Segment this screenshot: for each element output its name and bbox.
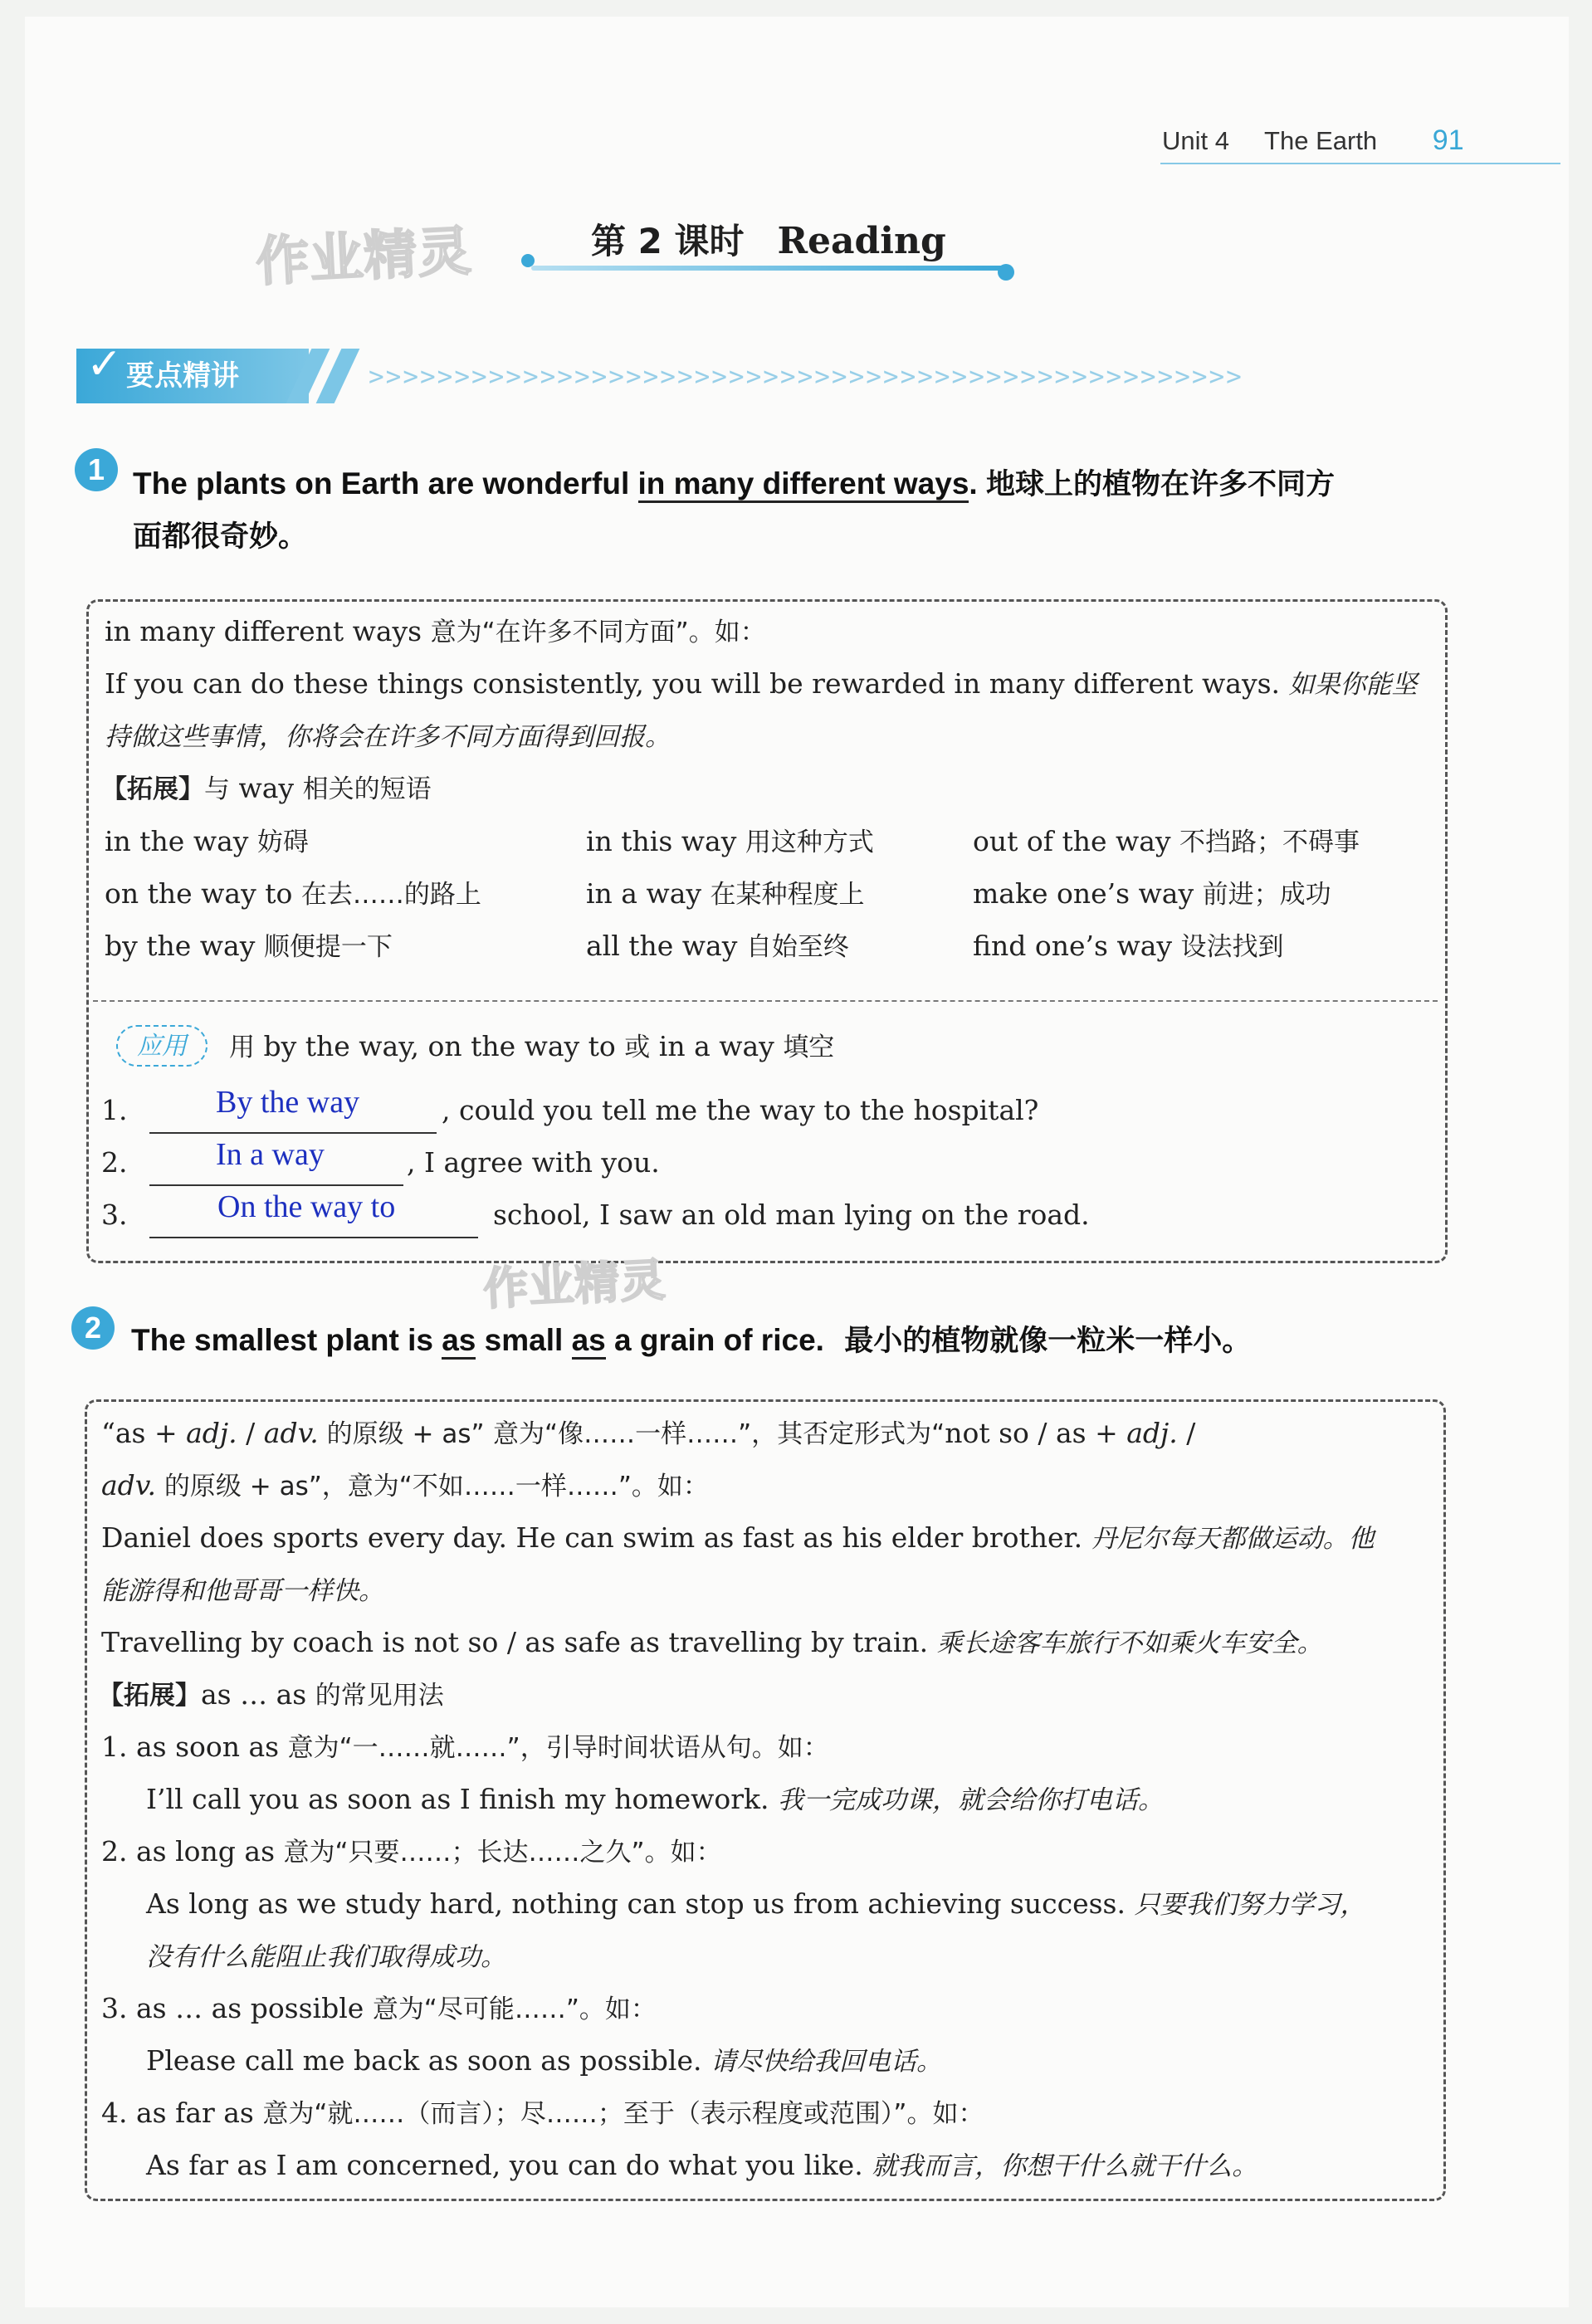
phrase-item [586,868,865,920]
apply-badge: 应用 [116,1025,208,1067]
phrase-en: in a way [586,877,702,910]
phrase-zh: 妨碍 [256,828,309,857]
point-number-badge: 1 [75,448,118,491]
page-number: 91 [1432,124,1464,156]
item-phrase: as long as [136,1835,275,1868]
item-phrase: as far as [136,2097,254,2129]
instruction-text: 用 [229,1033,255,1062]
exercise-text: , could you tell me the way to the hospital? [442,1094,1039,1126]
extension-text: 相关的短语 [302,774,432,804]
example-sentence [105,710,671,763]
sentence-text: small [484,1323,564,1357]
lesson-number: 第 2 课时 [591,221,745,261]
unit-topic: The Earth [1264,126,1378,155]
formula-text: adv. [263,1417,319,1449]
example-zh: 丹尼尔每天都做运动。他 [1091,1524,1375,1554]
formula-text: / [1177,1417,1196,1449]
lesson-name: Reading [777,220,946,262]
example-zh: 乘长途客车旅行不如乘火车安全。 [936,1628,1323,1658]
phrase-en: in the way [105,825,249,857]
answer-blank[interactable] [149,1237,478,1238]
section-tag [76,339,309,403]
item-phrase: as … as possible [136,1992,364,2024]
formula-text: adv. [101,1469,157,1501]
phrase-en: on the way to [105,877,293,910]
example-sentence [146,1931,506,1983]
watermark-logo: 作业精灵 [481,1253,667,1316]
exercise-text: , I agree with you. [407,1146,660,1179]
key-word: as [442,1323,476,1360]
answer-text: By the way [216,1085,360,1120]
section-tag-label: 要点精讲 [126,359,239,393]
page-header [1162,124,1464,157]
formula-text: not so / as + [945,1417,1127,1449]
sentence-text: a grain of rice. [605,1323,824,1357]
explanation-line [101,1408,1195,1460]
sentence-text [563,1323,571,1357]
formula-meaning: ，意为“不如……一样……”。如： [321,1472,709,1501]
answer-text: On the way to [217,1189,396,1224]
phrase-zh: 在某种程度上 [710,880,865,910]
extension-label: 【拓展】 [98,1681,201,1711]
example-sentence [146,2140,1257,2192]
example-zh: 请尽快给我回电话。 [710,2047,942,2077]
phrase-en: make one’s way [973,877,1194,910]
formula-text: adj. [1126,1417,1178,1449]
unit-label: Unit 4 [1162,126,1229,155]
phrase-item [105,816,309,868]
sentence-text [476,1323,484,1357]
extension-text: as … as [201,1678,307,1711]
example-en: Travelling by coach is not so / as safe as travelling by train. [101,1626,929,1658]
header-rule [1160,163,1560,164]
formula-text: “as + [101,1417,187,1449]
exercise-instruction [229,1021,834,1073]
example-sentence [101,1565,384,1617]
phrase-zh: 设法找到 [1180,932,1284,962]
example-zh: 就我而言，你想干什么就干什么。 [872,2151,1258,2181]
answer-text: In a way [216,1137,325,1172]
item-meaning: 意为“尽可能……”。如： [372,1994,657,2024]
lesson-title [591,214,946,264]
phrase-meaning: 意为“在许多不同方面”。如： [430,618,766,647]
key-phrase: in many different ways [638,466,969,503]
formula-text: 的原级 + as” [156,1472,322,1501]
example-sentence [101,1512,1375,1565]
item-number: 4. [101,2097,128,2129]
exercise-text: school, I saw an old man lying on the road. [493,1199,1090,1231]
phrase-item [586,920,849,973]
example-zh: 只要我们努力学习， [1134,1890,1366,1920]
instruction-text: by the way, on the way to [263,1030,616,1062]
example-zh: 持做这些事情，你将会在许多不同方面得到回报。 [105,722,671,752]
item-number: 3. [101,1992,128,2024]
phrase-en: find one’s way [973,930,1173,962]
example-zh: 没有什么能阻止我们取得成功。 [146,1942,506,1972]
item-number: 1. [101,1731,128,1763]
key-word: as [572,1323,606,1360]
example-en: Daniel does sports every day. He can swim as fast as his elder brother. [101,1521,1083,1554]
example-en: As long as we study hard, nothing can stop us from achieving success. [146,1887,1126,1920]
extension-heading [98,1669,444,1721]
item-meaning: 意为“就……（而言）；尽……；至于（表示程度或范围）”。如： [262,2099,984,2129]
phrase-zh: 在去……的路上 [300,880,481,910]
phrase-item [973,868,1331,920]
usage-item [101,1721,829,1774]
formula-text: 的原级 + as” [318,1419,485,1449]
answer-blank[interactable] [149,1184,403,1186]
phrase-en: out of the way [973,825,1171,857]
watermark-logo: 作业精灵 [254,221,474,294]
example-sentence [146,2035,942,2087]
exercise-number: 2. [101,1146,128,1179]
example-zh: 能游得和他哥哥一样快。 [101,1576,384,1606]
formula-meaning: 意为“像……一样……”，其否定形式为“ [493,1419,945,1449]
sentence-text: . [969,466,978,500]
instruction-text: in a way [658,1030,774,1062]
sentence-translation: 地球上的植物在许多不同方 [985,468,1335,501]
phrase-item [105,868,481,920]
usage-item [101,1983,657,2035]
arrow-divider: >>>>>>>>>>>>>>>>>>>>>>>>>>>>>>>>>>>>>>>>>>>>>>>>>>> [369,362,1243,392]
item-phrase: as soon as [136,1731,280,1763]
phrase-en: all the way [586,930,738,962]
example-en: As far as I am concerned, you can do what you like. [146,2149,863,2181]
check-icon: ✓ [86,339,123,389]
sentence-translation: 面都很奇妙。 [133,520,308,554]
formula-text: / [237,1417,264,1449]
phrase-item [973,920,1284,973]
exercise-number: 1. [101,1094,128,1126]
sentence-text: The smallest plant is [131,1323,442,1357]
extension-heading [101,763,432,815]
instruction-text: 或 [624,1033,651,1062]
answer-blank[interactable] [149,1132,437,1134]
extension-label: 【拓展】 [101,774,204,804]
example-zh: 如果你能坚 [1288,670,1418,700]
sentence-translation: 最小的植物就像一粒米一样小。 [844,1325,1252,1358]
explanation-line [105,606,766,658]
example-sentence [146,1878,1365,1931]
title-dot-icon [998,264,1014,281]
point-number-badge: 2 [71,1306,115,1350]
extension-text: 与 [204,774,230,804]
example-sentence [101,1617,1323,1669]
example-en: If you can do these things consistently, you will be rewarded in many different ways. [105,667,1281,700]
example-sentence [105,658,1418,710]
sentence-text: The plants on Earth are wonderful [133,466,638,500]
phrase-zh: 前进；成功 [1202,880,1331,910]
extension-text: 的常见用法 [315,1681,444,1711]
extension-text: way [238,772,295,804]
item-meaning: 意为“只要……；长达……之久”。如： [283,1838,722,1868]
explanation-line [101,1460,709,1512]
phrase-zh: 用这种方式 [745,828,874,857]
phrase-en: in this way [586,825,737,857]
phrase-item [105,920,393,973]
phrase-text: in many different ways [105,615,422,647]
item-meaning: 意为“一……就……”，引导时间状语从句。如： [287,1733,829,1763]
phrase-item [586,816,874,868]
item-number: 2. [101,1835,128,1868]
phrase-zh: 自始至终 [745,932,849,962]
key-sentence-1 [133,458,1461,563]
phrase-en: by the way [105,930,256,962]
example-sentence [146,1774,1164,1826]
example-en: Please call me back as soon as possible. [146,2044,702,2077]
box-divider [93,1000,1438,1002]
instruction-text: 填空 [783,1033,835,1062]
usage-item [101,1826,722,1878]
key-sentence-2 [131,1315,1251,1367]
example-zh: 我一完成功课，就会给你打电话。 [778,1785,1165,1815]
phrase-zh: 不挡路；不碍事 [1179,828,1360,857]
usage-item [101,2087,984,2140]
formula-text: adj. [186,1417,237,1449]
phrase-item [973,816,1360,868]
phrase-zh: 顺便提一下 [263,932,393,962]
example-en: I’ll call you as soon as I finish my homework. [146,1783,769,1815]
exercise-number: 3. [101,1199,128,1231]
title-underline [531,266,1004,271]
